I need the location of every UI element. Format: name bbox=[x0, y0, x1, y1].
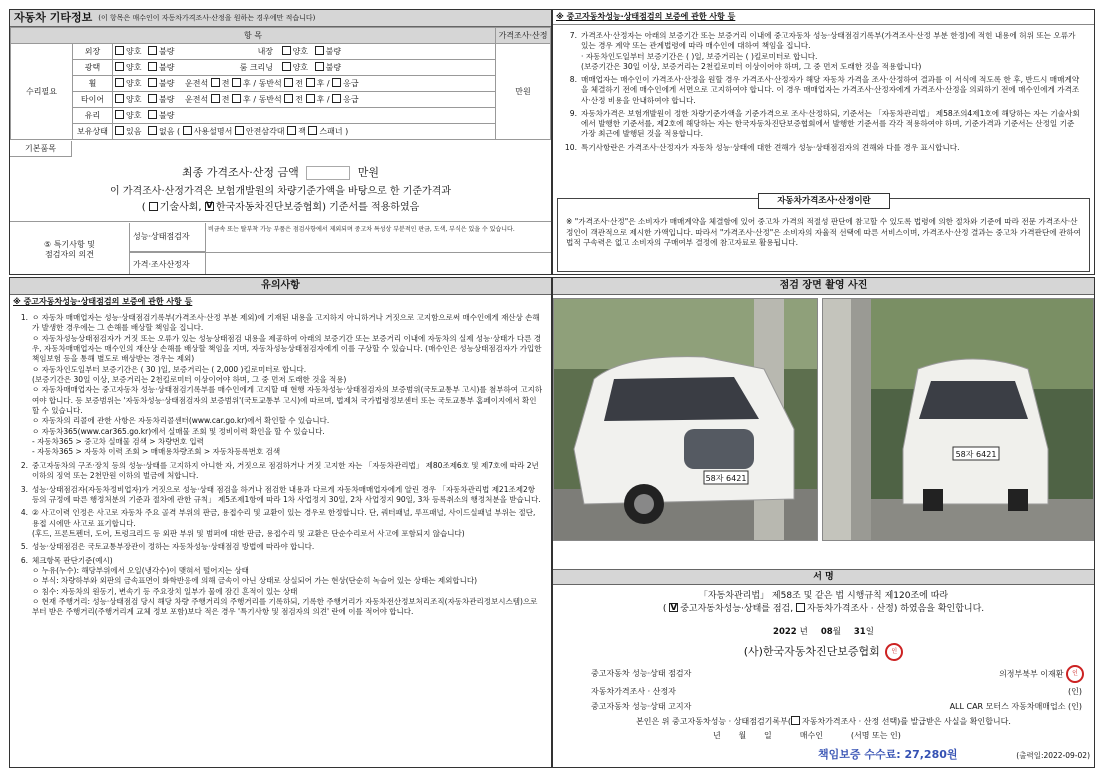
r3-label: 중고자동차 성능·상태 고지자 bbox=[591, 702, 692, 711]
list-item: 1. ㅇ 자동차 매매업자는 성능·상태점검기록부(가격조사·산정 부분 제외)에 기재된 내용을 고지하지 아니하거나 거짓으로 고지함으로써 매수인에게 재산상 손해가 발생한 경우에는 그 손해를 배상할 책임을 집니다. ㅇ 자동차성능상태점검자가 거짓 또는 오류가 있는 성능상태점검 내용을 제공하여 아래의 보증기간 또는 보증거리 이내에 자동차의 실제 성능·상태가 다른 경우, 자동차매매업자는 매수인의 재산상 손해를 배상할 책임을 지며, 자동차성능상태점검자에게 이를 구상할 수 있습니다. (매수인은 성능상태점검자가 가입한 책임보험 등을 통해 별도로 배상받는 경우는 제외) ㅇ 자동차인도일부터 보증기간은 ( 30 )일, 보증거리는 ( 2,000 )킬로미터로 합니다. (보증기간은 30일 이상, 보증거리는 2천킬로미터 이상이어야 하며, 그 중 먼저 도래한 것을 적용) ㅇ 자동차매매업자는 중고자동차 성능·상태점검기록부를 매수인에게 고지할 때 현행 자동차성능·상태점검자의 보증범위(국토교통부 고시)를 첨부하여 고지하여야 합니다. 등 보증범위는 '자동차성능·상태점검자의 보증범위'(국토교통부 고시)에 따르며, 법제처 국가법령정보센터 또는 국토교통부 홈페이지에서 확인할 수 있습니다. ㅇ 자동차의 리콜에 관한 사항은 자동차리콜센터(www.car.go.kr)에서 확인할 수 있습니다. ㅇ 자동차365(www.car365.go.kr)에서 실매물 조회 및 정비이력 확인을 할 수 있습니다. - 자동차365 > 중고차 실매물 검색 > 차량번호 입력 - 자동차365 > 자동차 이력 조회 > 매매용차량조회 > 자동차등록번호 검색 bbox=[20, 313, 543, 457]
basis-line-2: ( 기술사회, V 한국자동차진단보증협회) 기준서를 적용하였음 bbox=[10, 202, 551, 215]
checkbox[interactable] bbox=[306, 94, 315, 103]
checkbox[interactable] bbox=[148, 110, 157, 119]
special-opinion-label: ⑤ 특기사항 및 점검자의 의견 bbox=[10, 223, 130, 275]
checkbox[interactable] bbox=[791, 716, 800, 725]
sign-law: 「자동차관리법」 제58조 및 같은 법 시행규칙 제120조에 따라 bbox=[698, 591, 949, 601]
checkbox[interactable] bbox=[287, 126, 296, 135]
notes-heading: ※ 중고자동차성능·상태점검의 보증에 관한 사항 등 bbox=[13, 297, 193, 306]
print-date: (출력일:2022-09-02) bbox=[1016, 751, 1090, 760]
checkbox[interactable] bbox=[115, 78, 124, 87]
front-plate-text: 58자 6421 bbox=[705, 474, 747, 483]
sign-org: (사)한국자동차진단보증협회 인 bbox=[553, 643, 1094, 661]
list-item: 8. 매매업자는 매수인이 가격조사·산정을 원할 경우 가격조사·산정자가 해당 자동차 가격을 조사·산정하여 결과를 이 서식에 적도록 한 후, 반드시 매매계약을 체결하기 전에 매수인에게 서면으로 고지하여야 합니다. 이 경우 매매업자는 가격조사·산정자에게 가격조사·산정을 의뢰하기 전에 매수인에게 가격조사·산정 비용을 안내하여야 합니다. bbox=[569, 75, 1080, 105]
basic-group-label: 기본품목 bbox=[10, 141, 72, 157]
basis-line-1: 이 가격조사·산정가격은 보험개발원의 차량기준가액을 바탕으로 한 기준가격과 bbox=[109, 186, 452, 197]
receipt-line: 본인은 위 중고자동차성능 · 상태점검기록부( 자동차가격조사 · 산정 선택)를 발급받은 사실을 확인합니다. bbox=[636, 717, 1011, 726]
perf-inspector-text: 비금속 또는 탈부착 가능 부품은 점검사항에서 제외되며 중고차 특성상 부분적인 판금, 도색, 부식은 있을 수 있습니다. bbox=[208, 226, 515, 233]
other-info-title: 자동차 기타정보 bbox=[14, 11, 93, 25]
checkbox[interactable] bbox=[332, 78, 341, 87]
checkbox[interactable] bbox=[315, 46, 324, 55]
checkbox[interactable] bbox=[115, 126, 124, 135]
other-info-header bbox=[10, 10, 551, 27]
car-rear-image bbox=[823, 299, 1094, 541]
checkbox[interactable] bbox=[149, 202, 158, 211]
checkbox[interactable] bbox=[282, 46, 291, 55]
list-item: 4. ② 사고이력 인정은 사고로 자동차 주요 골격 부위의 판금, 용접수리 및 교환이 있는 경우로 한정합니다. 단, 쿼터패널, 루프패널, 사이드실패널 부위는 절단, 용접 시에만 사고로 표기합니다. (후드, 프론트펜더, 도어, 트렁크리드 등 외판 부위 및 범퍼에 대한 판금, 용접수리 및 교환은 단순수리로서 사고에 포함되지 않습니다) bbox=[20, 508, 536, 538]
row-glass: 유리 bbox=[73, 108, 113, 124]
rear-plate-text: 58자 6421 bbox=[955, 450, 997, 459]
r2-label: 자동차가격조사 · 산정자 bbox=[591, 687, 676, 696]
final-price-input[interactable] bbox=[306, 166, 350, 180]
row-interior: 내장 bbox=[257, 47, 274, 56]
list-item: 3. 성능·상태점검자(자동차정비업자)가 거짓으로 성능·상태 점검을 하거나 점검한 내용과 다르게 자동차매매업자에게 알린 경우 「자동차관리법 제21조제2항 등의 규정에 따른 행정처분의 기준과 절차에 관한 규칙」 제5조제1항에 따라 1차 사업정지 30일, 2차 사업정지 90일, 3차 등록취소의 행정처분을 받습니다. bbox=[20, 484, 541, 504]
checkbox-checked[interactable] bbox=[669, 603, 678, 612]
checkbox[interactable] bbox=[232, 94, 241, 103]
r1-label: 중고자동차 성능·상태 점검자 bbox=[591, 669, 692, 678]
list-item: 7. 가격조사·산정자는 아래의 보증기간 또는 보증거리 이내에 중고자동차 성능·상태점검기록부(가격조사·산정 부분 한정)에 적힌 내용에 허위 또는 오류가 있는 경우 계약 또는 관계법령에 따라 매수인에 대하여 책임을 집니다. · 자동차인도일부터 보증기간은 ( )일, 보증거리는 ( )킬로미터로 합니다. (보증기간은 30일 이상, 보증거리는 2천킬로미터 이상이어야 하며, 그 중 먼저 도래한 것을 적용합니다) bbox=[569, 31, 1076, 71]
warranty-section-panel bbox=[552, 9, 1095, 275]
repair-table: 항 목 가격조사·산정 수리필요 외장 양호 불량 내장 양호 불량 만원 광택 양호 불량 룸 크리닝 양호 불량 휠 양호 불량 운전석 전 후 / 동반석 전 후 / 응급 타이어 양호 불량 운전석 전 후 / 동반석 전 후 / 응급 유리 양호 불량 보유상태 있음 없음 ( 사용설명서 안전삼각대 잭 스패너 ) bbox=[10, 27, 551, 140]
price-unit: 만원 bbox=[496, 44, 551, 140]
exterior-options: 양호 불량 내장 양호 불량 bbox=[113, 44, 496, 60]
checkbox[interactable] bbox=[232, 78, 241, 87]
photo-title: 점검 장면 촬영 사진 bbox=[553, 278, 1094, 295]
rear-photo bbox=[822, 298, 1094, 541]
checkbox[interactable] bbox=[148, 62, 157, 71]
checkbox[interactable] bbox=[211, 94, 220, 103]
checkbox[interactable] bbox=[315, 62, 324, 71]
notes-title: 유의사항 bbox=[10, 278, 551, 295]
vehicle-other-info-panel bbox=[9, 9, 552, 275]
price-definition-text: ※ "가격조사·산정"은 소비자가 매매계약을 체결함에 있어 중고차 가격의 적절성 판단에 참고할 수 있도록 법령에 의한 절차와 기준에 따라 전문 가격조사·산정인이 객관적으로 제시한 가액입니다. 따라서 "가격조사·산정"은 소비자의 자율적 선택에 따른 서비스이며, 가격조사·산정 결과는 중고차 가격판단에 관하여 법적 구속력은 없고 소비자의 구매여부 결정에 참고자료로 활용됩니다. bbox=[566, 217, 1081, 248]
sign-date: 2022 년 08월 31일 bbox=[773, 627, 874, 637]
inspector-seal-stamp: 인 bbox=[1066, 665, 1084, 683]
row-keep: 보유상태 bbox=[73, 124, 113, 140]
price-inspector-label: 가격·조사산정자 bbox=[130, 253, 206, 275]
checkbox[interactable] bbox=[148, 126, 157, 135]
final-price-block: 최종 가격조사·산정 금액 만원 이 가격조사·산정가격은 보험개발원의 차량기준가액을 바탕으로 한 기준가격과 ( 기술사회, V 한국자동차진단보증협회) 기준서를 적용하였음 bbox=[10, 160, 551, 222]
list-item: 9. 자동차가격은 보험개발원이 정한 차량기준가액을 기준가격으로 조사·산정하되, 기준서는 「자동차관리법」 제58조의4제1호에 해당하는 자는 기술사회에서 발행한 기준서를, 제2호에 해당하는 자는 한국자동차진단보증협회에서 발행한 기준서를 각각 적용하여야 하며, 기준가격과 기준서는 산정일 기준 가장 최근에 발행된 것을 적용합니다. bbox=[569, 108, 1080, 139]
checkbox[interactable] bbox=[148, 78, 157, 87]
checkbox-checked[interactable] bbox=[205, 202, 214, 211]
photo-sign-panel bbox=[552, 277, 1095, 768]
col-item: 항 목 bbox=[11, 28, 496, 44]
checkbox[interactable] bbox=[284, 78, 293, 87]
checkbox[interactable] bbox=[148, 46, 157, 55]
row-exterior: 외장 bbox=[73, 44, 113, 60]
checkbox[interactable] bbox=[332, 94, 341, 103]
row-wheel: 휠 bbox=[73, 76, 113, 92]
checkbox[interactable] bbox=[115, 46, 124, 55]
r1-value: 의정부북부 이재환 인 bbox=[999, 665, 1084, 683]
notes-panel bbox=[9, 277, 552, 768]
list-item: 6. 체크항목 판단기준(예시) ㅇ 누유(누수): 해당부위에서 오일(냉각수)이 맺혀서 떨어지는 상태 ㅇ 부식: 차량하부와 외판의 금속표면이 화학반응에 의해 금속이 아닌 상태로 상실되어 가는 현상(단순히 녹슬어 있는 상태는 제외합니다) ㅇ 침수: 자동차의 원동기, 변속기 등 주요장치 일부가 물에 잠긴 흔적이 있는 상태 ㅇ 현재 주행거리: 성능·상태점검 당시 해당 차량 주행거리의 주행거리를 기록하되, 기록한 주행거리가 자동차전산정보처리조직(자동차관리정보시스템)으로부터 받은 주행거리(주행거리계 교체 정보 포함)보다 적은 경우 '특기사항 및 점검자의 의견' 란에 이를 적어야 합니다. bbox=[20, 555, 538, 617]
notes-list bbox=[10, 309, 551, 618]
warranty-items bbox=[553, 25, 1094, 153]
checkbox[interactable] bbox=[282, 62, 291, 71]
checkbox[interactable] bbox=[211, 78, 220, 87]
r3-value: ALL CAR 모터스 자동차매매업소 (인) bbox=[949, 702, 1082, 711]
price-definition-title: 자동차가격조사·산정이란 bbox=[758, 193, 890, 209]
checkbox[interactable] bbox=[235, 126, 244, 135]
list-item: 10. 특기사항란은 가격조사·산정자가 자동차 성능·상태에 대한 견해가 성능·상태점검자의 견해와 다를 경우 표시합니다. bbox=[564, 142, 960, 152]
final-price-label: 최종 가격조사·산정 금액 bbox=[181, 166, 299, 179]
warranty-fee: 책임보증 수수료: 27,280원 bbox=[818, 748, 958, 761]
checkbox[interactable] bbox=[148, 94, 157, 103]
front-photo bbox=[553, 298, 818, 541]
row-tire: 타이어 bbox=[73, 92, 113, 108]
warranty-heading: ※ 중고자동차성능·상태점검의 보증에 관한 사항 등 bbox=[553, 10, 1094, 25]
car-front-image bbox=[554, 299, 818, 541]
org-seal-stamp: 인 bbox=[885, 643, 903, 661]
checkbox[interactable] bbox=[306, 78, 315, 87]
list-item: 5. 성능·상태점검은 국토교통부장관이 정하는 자동차성능·상태점검 방법에 따라야 합니다. bbox=[20, 542, 315, 552]
r2-value: (인) bbox=[1068, 687, 1082, 696]
price-definition-box bbox=[557, 198, 1090, 272]
checkbox[interactable] bbox=[284, 94, 293, 103]
checkbox[interactable] bbox=[115, 94, 124, 103]
checkbox[interactable] bbox=[115, 110, 124, 119]
list-item: 2. 중고자동차의 구조·장치 등의 성능·상태를 고지하지 아니한 자, 거짓으로 점검하거나 거짓 고지한 자는 「자동차관리법」 제80조제6호 및 제7호에 따라 2년 이하의 징역 또는 2천만원 이하의 벌금에 처합니다. bbox=[20, 460, 539, 481]
buyer-date-line: 년 월 일 매수인 (서명 또는 인) bbox=[713, 731, 901, 740]
checkbox[interactable] bbox=[796, 603, 805, 612]
sign-statement: 「자동차관리법」 제58조 및 같은 법 시행규칙 제120조에 따라 ( V중고자동차성능·상태를 점검, 자동차가격조사 · 산정) 하였음을 확인합니다. bbox=[553, 590, 1094, 616]
checkbox[interactable] bbox=[308, 126, 317, 135]
checkbox[interactable] bbox=[115, 62, 124, 71]
row-room: 룸 크리닝 bbox=[239, 63, 274, 72]
checkbox[interactable] bbox=[183, 126, 192, 135]
row-gloss: 광택 bbox=[73, 60, 113, 76]
other-info-note: (이 항목은 매수인이 자동차가격조사·산정을 원하는 경우에만 적습니다) bbox=[98, 13, 316, 22]
sign-title: 서 명 bbox=[553, 569, 1094, 585]
col-price: 가격조사·산정 bbox=[496, 28, 551, 44]
repair-group-label: 수리필요 bbox=[11, 44, 73, 140]
perf-inspector-label: 성능·상태점검자 bbox=[130, 223, 206, 252]
